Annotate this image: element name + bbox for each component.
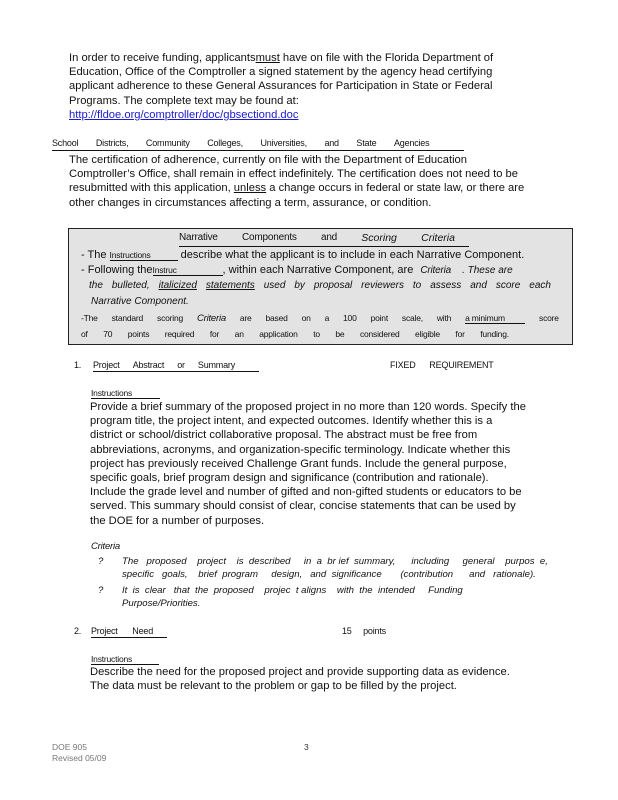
intro-line2: Education, Office of the Comptroller a signed statement by the agency head certifying xyxy=(69,66,493,79)
item1-body-line: abbreviations, acronyms, and organization-specific terminology. Indicate whether this xyxy=(90,443,511,456)
item1-body-line: Provide a brief summary of the proposed project in no more than 120 words. Specify the xyxy=(90,401,526,413)
row5-word: a xyxy=(324,313,330,323)
row6-word: considered xyxy=(359,329,400,339)
row6-word: for xyxy=(455,329,465,339)
row5-word: score xyxy=(539,313,559,323)
item2-instructions-body xyxy=(90,665,570,693)
footer-doc-info xyxy=(52,742,106,764)
row5-word: Criteria xyxy=(196,313,226,324)
title-part: Criteria xyxy=(421,232,455,244)
item2-label-word: Need xyxy=(132,626,153,636)
row3-word: used xyxy=(263,280,286,291)
criteria-line: It is clear that the proposed projec t aligns with the intended Funding xyxy=(122,585,463,596)
item1-body-line: district or school/district collaborative proposal. The abstract must be free from xyxy=(90,429,478,442)
row5-word: a minimum xyxy=(465,313,525,324)
row3-word: reviewers xyxy=(361,280,404,291)
row6-word: 70 xyxy=(103,329,113,339)
item1-label-word: Abstract xyxy=(132,360,165,370)
item1-body-line: program title, the project intent, and expected outcomes. Identify whether this is a xyxy=(90,415,493,428)
item1-label-word: or xyxy=(177,360,185,370)
narrative-row1 xyxy=(81,249,569,261)
item2-points: 15 points xyxy=(342,626,386,636)
heading-word: Universities, xyxy=(260,138,307,148)
heading-word: Colleges, xyxy=(207,138,243,148)
row3-word: and xyxy=(470,280,487,291)
certification-paragraph xyxy=(69,153,569,210)
intro-line1-a: In order to receive funding, applicants xyxy=(69,52,256,64)
intro-line4: Programs. The complete text may be found at: xyxy=(69,94,299,107)
intro-line1-b: have on file with the Florida Department of xyxy=(279,52,494,64)
item1-number: 1. xyxy=(74,360,82,370)
title-part: Narrative xyxy=(179,232,218,243)
row5-word: point xyxy=(370,313,388,323)
item1-instructions-label: Instructions xyxy=(91,388,160,399)
title-part: Scoring xyxy=(361,232,397,244)
criteria-line: The proposed project is described in a br ief summary, including general purpos e, xyxy=(122,556,548,567)
item2-instructions-label: Instructions xyxy=(91,654,159,665)
row6-word: of xyxy=(81,329,88,339)
heading-word: Districts, xyxy=(95,138,129,148)
row5-word: scale, xyxy=(401,313,423,323)
row5-word: with xyxy=(436,313,452,323)
narrative-row4: Narrative Component. xyxy=(91,296,189,307)
row3-word: statements xyxy=(205,280,255,291)
item1-label xyxy=(93,360,259,372)
heading-word: and xyxy=(324,138,339,148)
row1-a: - The xyxy=(81,249,107,261)
cert-unless: unless xyxy=(233,182,267,195)
row6-word: to xyxy=(313,329,320,339)
narrative-row5 xyxy=(81,313,559,324)
item1-status: FIXED REQUIREMENT xyxy=(390,360,494,370)
row2-instruc: Instruc xyxy=(153,265,223,276)
row6-word: an xyxy=(234,329,244,339)
cert-line3-a: resubmitted with this application, xyxy=(69,182,234,195)
intro-line3: applicant adherence to these General Assurances for Participation in State or Federal xyxy=(69,80,493,93)
item2-body-line: The data must be relevant to the problem or gap to be filled by the project. xyxy=(90,680,457,693)
row3-word: to xyxy=(412,280,422,291)
item2-label xyxy=(91,626,167,638)
row5-word: 100 xyxy=(343,313,357,323)
item1-body-line: Include the grade level and number of gifted and non-gifted students or educators to be xyxy=(90,486,522,499)
row3-word: proposal xyxy=(313,280,353,291)
row3-word: by xyxy=(294,280,305,291)
narrative-row3 xyxy=(89,280,551,291)
item2-number: 2. xyxy=(74,626,82,636)
footer-revised: Revised 05/09 xyxy=(52,753,107,763)
row5-word: are xyxy=(239,313,252,323)
title-part: Components xyxy=(242,232,297,243)
intro-paragraph xyxy=(69,51,569,122)
row2-b: , within each Narrative Component, are xyxy=(222,264,414,276)
row5-word: based xyxy=(265,313,288,323)
row3-word: the xyxy=(89,280,103,291)
item2-body-line: Describe the need for the proposed project and provide supporting data as evidence. xyxy=(90,666,510,678)
criteria-line: specific goals, brief program design, and significance (contribution and rationale). xyxy=(122,569,536,580)
item1-label-word: Summary xyxy=(197,360,235,370)
row6-word: required xyxy=(164,329,195,339)
row1-b: describe what the applicant is to include in each Narrative Component. xyxy=(180,249,525,261)
item1-body-line: the DOE for a number of purposes. xyxy=(90,514,265,527)
row3-word: each xyxy=(529,280,551,291)
title-part: and xyxy=(320,232,338,243)
narrative-row6 xyxy=(81,329,509,339)
footer-doc-id: DOE 905 xyxy=(52,742,87,752)
bullet-icon: ? xyxy=(98,585,104,596)
page-number: 3 xyxy=(304,742,309,752)
row2-criteria: Criteria xyxy=(420,265,452,276)
item1-label-word: Project xyxy=(93,360,120,370)
row2-c: . These are xyxy=(462,265,513,276)
item1-criteria-label: Criteria xyxy=(91,541,121,552)
criteria-item xyxy=(98,555,568,581)
item1-instructions-body xyxy=(90,400,570,528)
bullet-icon: ? xyxy=(98,556,104,567)
heading-word: Community xyxy=(145,138,190,148)
cert-line2: Comptroller’s Office, shall remain in effect indefinitely. The certification does not need to be xyxy=(69,168,518,181)
narrative-components-box xyxy=(68,228,573,345)
row3-word: assess xyxy=(430,280,462,291)
row3-word: bulleted, xyxy=(111,280,150,291)
row6-word: points xyxy=(127,329,150,339)
row6-word: for xyxy=(209,329,220,339)
criteria-line: Purpose/Priorities. xyxy=(122,598,201,609)
item1-body-line: served. This summary should consist of clear, concise statements that can be used by xyxy=(90,500,516,513)
item1-criteria-list xyxy=(98,555,568,610)
row5-word: standard xyxy=(111,313,144,323)
narrative-box-title xyxy=(179,232,469,247)
row1-instructions: Instructions xyxy=(110,250,178,261)
cert-line4: other changes in circumstances affecting a term, assurance, or condition. xyxy=(69,196,432,209)
cert-line1: The certification of adherence, currently on file with the Department of Education xyxy=(69,154,467,166)
row2-a: - Following the xyxy=(81,264,153,276)
row6-word: be xyxy=(335,329,345,339)
intro-must: must xyxy=(255,52,280,64)
row3-word: score xyxy=(495,280,521,291)
assurances-link[interactable]: http://fldoe.org/comptroller/doc/gbsectiond.doc xyxy=(69,108,299,121)
row6-word: eligible xyxy=(415,329,440,339)
row6-word: funding. xyxy=(480,329,509,339)
heading-word: School xyxy=(52,138,79,148)
row6-word: application xyxy=(259,329,298,339)
item2-label-word: Project xyxy=(91,626,118,636)
section-heading xyxy=(52,138,464,151)
cert-line3-b: a change occurs in federal or state law, or there are xyxy=(266,182,525,195)
row5-word: -The xyxy=(81,313,98,323)
criteria-item xyxy=(98,584,568,610)
item1-body-line: project has previously received Challenge Grant funds. Include the general purpose, xyxy=(90,457,507,470)
row5-word: on xyxy=(301,313,311,323)
item1-body-line: specific goals, brief program design and significance (contribution and rationale). xyxy=(90,472,489,485)
heading-word: State xyxy=(356,138,377,148)
row5-word: scoring xyxy=(157,313,184,323)
heading-word: Agencies xyxy=(393,138,430,148)
narrative-row2 xyxy=(81,264,569,276)
row3-word: italicized xyxy=(158,280,197,291)
